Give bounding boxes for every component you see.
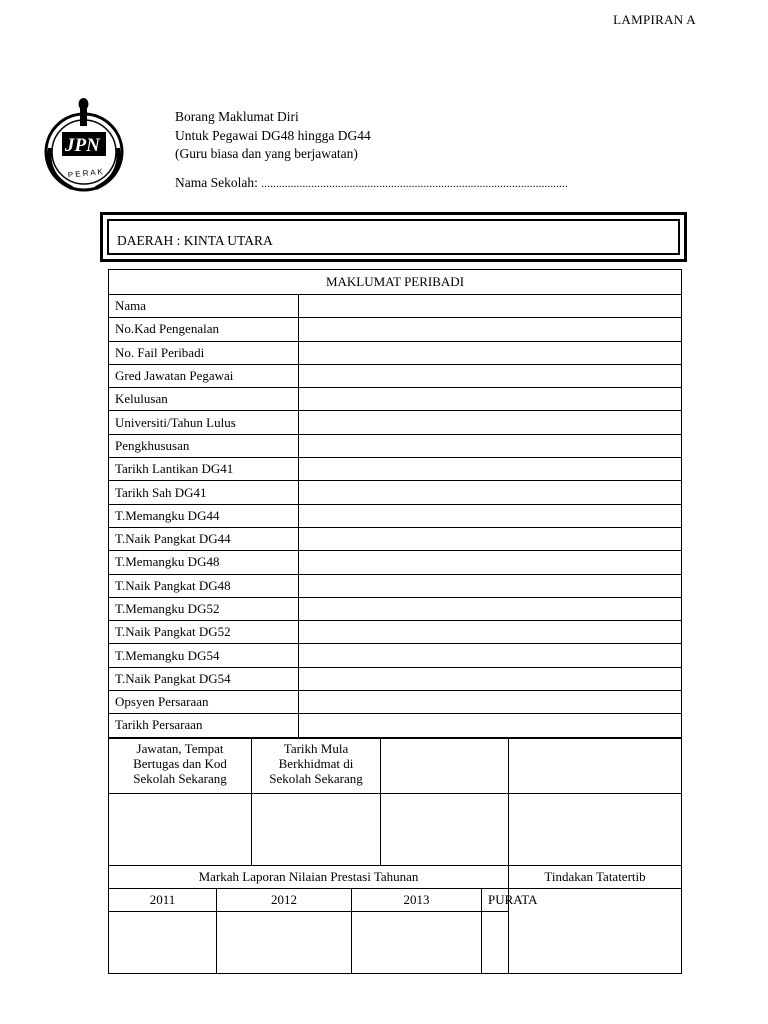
field-label: T.Memangku DG52 bbox=[109, 597, 299, 620]
school-name-label: Nama Sekolah: bbox=[175, 175, 258, 190]
field-row bbox=[109, 527, 682, 550]
field-value-input[interactable] bbox=[299, 458, 682, 481]
field-value-input[interactable] bbox=[299, 527, 682, 550]
field-value-input[interactable] bbox=[299, 574, 682, 597]
field-value-input[interactable] bbox=[299, 504, 682, 527]
mark-input[interactable] bbox=[482, 912, 509, 974]
field-row bbox=[109, 481, 682, 504]
field-row bbox=[109, 597, 682, 620]
field-row bbox=[109, 574, 682, 597]
field-value-input[interactable] bbox=[299, 597, 682, 620]
field-label: Tarikh Sah DG41 bbox=[109, 481, 299, 504]
field-row bbox=[109, 644, 682, 667]
district-box bbox=[100, 212, 687, 262]
field-row bbox=[109, 341, 682, 364]
field-value-input[interactable] bbox=[299, 364, 682, 387]
field-label: No. Fail Peribadi bbox=[109, 341, 299, 364]
section-title: MAKLUMAT PERIBADI bbox=[109, 270, 682, 295]
service-start-input[interactable] bbox=[252, 794, 381, 866]
year-header: 2012 bbox=[217, 889, 352, 912]
service-start-header: Tarikh Mula Berkhidmat di Sekolah Sekarang bbox=[252, 739, 381, 794]
blank-header-cell bbox=[381, 739, 509, 794]
form-subtitle: Untuk Pegawai DG48 hingga DG44 bbox=[175, 127, 371, 143]
field-value-input[interactable] bbox=[299, 551, 682, 574]
appendix-label: LAMPIRAN A bbox=[613, 12, 696, 27]
current-post-input[interactable] bbox=[109, 794, 252, 866]
field-label: T.Naik Pangkat DG54 bbox=[109, 667, 299, 690]
field-value-input[interactable] bbox=[299, 434, 682, 457]
service-and-marks-table bbox=[108, 738, 682, 974]
jpn-perak-crest-icon bbox=[36, 96, 134, 196]
field-row bbox=[109, 295, 682, 318]
district-box-inner bbox=[107, 219, 680, 255]
field-label: T.Memangku DG48 bbox=[109, 551, 299, 574]
field-label: Kelulusan bbox=[109, 388, 299, 411]
field-row bbox=[109, 318, 682, 341]
school-name-blank[interactable]: ........................................................................................................ bbox=[261, 178, 569, 190]
form-header bbox=[175, 108, 371, 164]
average-header: PURATA bbox=[482, 889, 509, 912]
field-value-input[interactable] bbox=[299, 621, 682, 644]
field-label: Universiti/Tahun Lulus bbox=[109, 411, 299, 434]
field-label: Opsyen Persaraan bbox=[109, 691, 299, 714]
current-post-header: Jawatan, Tempat Bertugas dan Kod Sekolah Sekarang bbox=[109, 739, 252, 794]
field-label: Tarikh Persaraan bbox=[109, 714, 299, 737]
field-value-input[interactable] bbox=[299, 644, 682, 667]
field-row bbox=[109, 364, 682, 387]
disciplinary-action-header: Tindakan Tatatertib bbox=[509, 866, 682, 889]
form-note: (Guru biasa dan yang berjawatan) bbox=[175, 146, 358, 161]
svg-text:JPN: JPN bbox=[65, 135, 100, 156]
field-row bbox=[109, 504, 682, 527]
school-name-field[interactable] bbox=[175, 175, 568, 191]
field-value-input[interactable] bbox=[299, 318, 682, 341]
field-label: T.Memangku DG54 bbox=[109, 644, 299, 667]
field-label: T.Naik Pangkat DG44 bbox=[109, 527, 299, 550]
field-value-input[interactable] bbox=[299, 667, 682, 690]
mark-input[interactable] bbox=[352, 912, 482, 974]
field-row bbox=[109, 411, 682, 434]
field-label: T.Naik Pangkat DG48 bbox=[109, 574, 299, 597]
field-row bbox=[109, 621, 682, 644]
field-value-input[interactable] bbox=[299, 341, 682, 364]
field-value-input[interactable] bbox=[299, 295, 682, 318]
field-row bbox=[109, 691, 682, 714]
field-label: T.Memangku DG44 bbox=[109, 504, 299, 527]
field-row bbox=[109, 434, 682, 457]
mark-input[interactable] bbox=[109, 912, 217, 974]
mark-input[interactable] bbox=[217, 912, 352, 974]
field-value-input[interactable] bbox=[299, 481, 682, 504]
field-row bbox=[109, 388, 682, 411]
district-label: DAERAH : KINTA UTARA bbox=[117, 233, 273, 248]
blank-input-cell[interactable] bbox=[509, 794, 682, 866]
blank-header-cell bbox=[509, 739, 682, 794]
field-label: No.Kad Pengenalan bbox=[109, 318, 299, 341]
field-label: Nama bbox=[109, 295, 299, 318]
field-label: Gred Jawatan Pegawai bbox=[109, 364, 299, 387]
field-row bbox=[109, 714, 682, 737]
field-row bbox=[109, 551, 682, 574]
field-value-input[interactable] bbox=[299, 411, 682, 434]
field-value-input[interactable] bbox=[299, 388, 682, 411]
field-label: Tarikh Lantikan DG41 bbox=[109, 458, 299, 481]
blank-input-cell[interactable] bbox=[381, 794, 509, 866]
form-title: Borang Maklumat Diri bbox=[175, 109, 299, 124]
svg-text:P E R A K: P E R A K bbox=[67, 167, 104, 180]
field-label: Pengkhususan bbox=[109, 434, 299, 457]
field-value-input[interactable] bbox=[299, 714, 682, 737]
field-row bbox=[109, 458, 682, 481]
field-label: T.Naik Pangkat DG52 bbox=[109, 621, 299, 644]
field-value-input[interactable] bbox=[299, 691, 682, 714]
year-header: 2013 bbox=[352, 889, 482, 912]
annual-marks-header: Markah Laporan Nilaian Prestasi Tahunan bbox=[109, 866, 509, 889]
field-row bbox=[109, 667, 682, 690]
personal-info-table bbox=[108, 269, 682, 738]
year-header: 2011 bbox=[109, 889, 217, 912]
